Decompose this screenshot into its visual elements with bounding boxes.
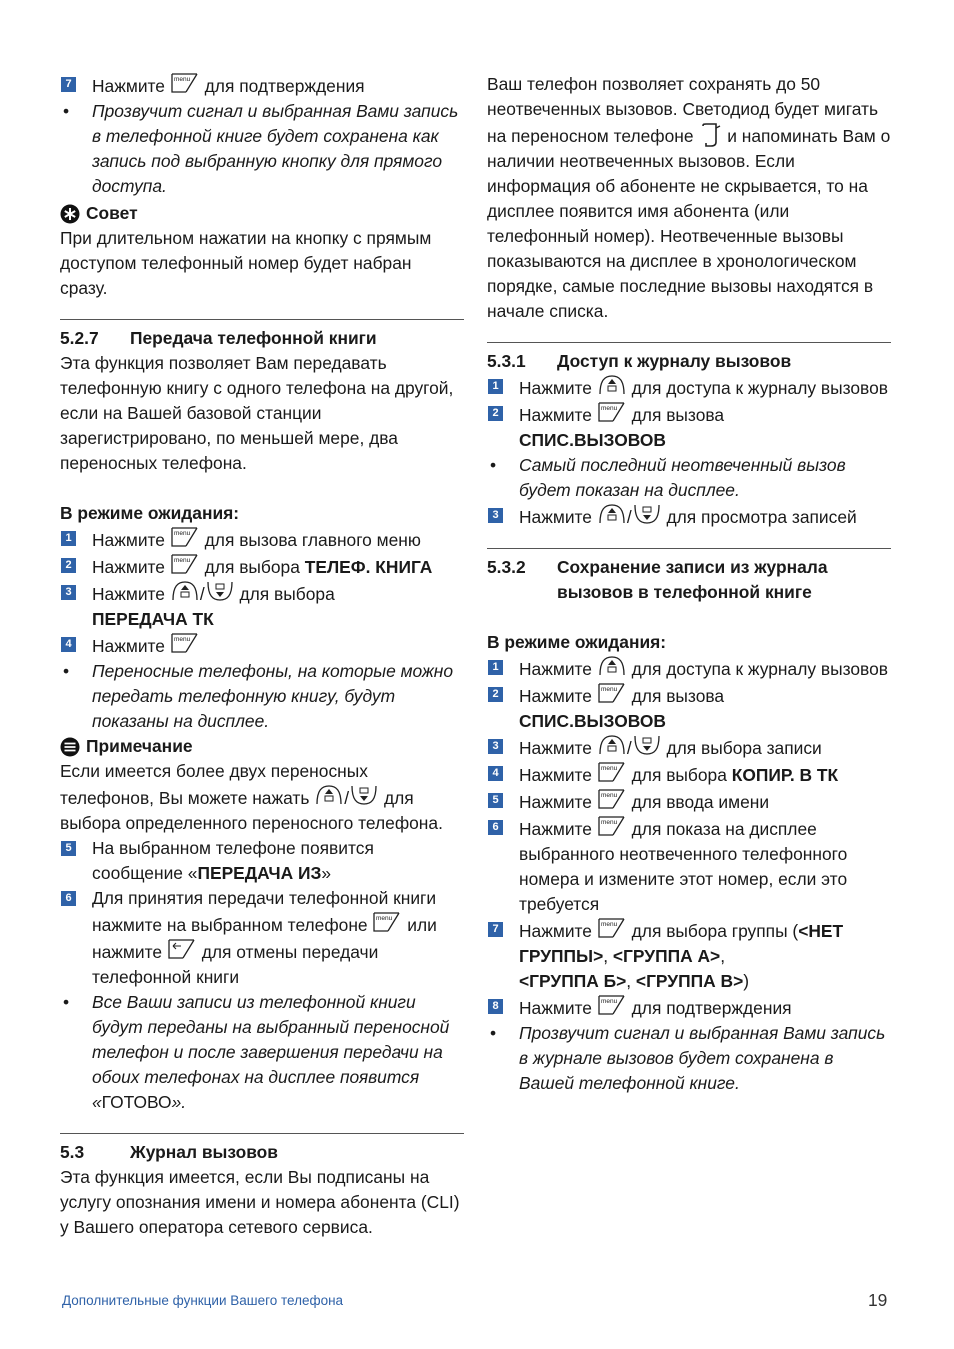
step-text: для выбора: [199, 557, 305, 577]
step-text: Нажмите: [519, 686, 597, 706]
step-number: 4: [488, 766, 503, 781]
step-5: [60, 836, 464, 886]
section-heading-5-3: [60, 1140, 464, 1165]
step-1: [60, 526, 464, 553]
display-message: ГОТОВО: [101, 1092, 172, 1112]
menu-key-icon: [597, 401, 627, 423]
step-number: 8: [488, 999, 503, 1014]
up-nav-key-icon: [597, 503, 627, 525]
step-text: для выбора записи: [661, 738, 822, 758]
step-text: для подтверждения: [199, 76, 365, 96]
bullet-item: • Переносные телефоны, на которые можно передать телефонную книгу, будут показаны на дисплее.: [60, 659, 464, 734]
section-title: Передача телефонной книги: [130, 328, 377, 348]
step-number: 2: [488, 687, 503, 702]
step-3: [60, 580, 464, 632]
step-number: 4: [61, 637, 76, 652]
menu-key-icon: [597, 917, 627, 939]
step-text: для доступа к журналу вызовов: [626, 659, 889, 679]
tip-heading: [60, 201, 464, 226]
step-text: Нажмите: [519, 921, 597, 941]
footer-section-title: Дополнительные функции Вашего телефона: [62, 1293, 344, 1308]
step-2: [487, 401, 891, 453]
bullet-text: ».: [171, 1092, 187, 1112]
step-4: [60, 632, 464, 659]
tip-icon: [60, 204, 80, 224]
separator: /: [626, 507, 632, 527]
step-text: »: [321, 863, 332, 883]
step-text: для доступа к журналу вызовов: [626, 378, 889, 398]
back-key-icon: [167, 938, 197, 960]
step-text: для просмотра записей: [661, 507, 857, 527]
step-3: [487, 734, 891, 761]
menu-option: ТЕЛЕФ. КНИГА: [304, 557, 433, 577]
down-nav-key-icon: [349, 784, 379, 806]
note-text-part: для выбора определенного переносного телефона.: [60, 788, 443, 833]
display-message: ПЕРЕДАЧА ИЗ: [197, 863, 322, 883]
note-text: [60, 759, 452, 836]
step-number: 5: [61, 841, 76, 856]
step-number: 7: [61, 77, 76, 92]
step-number: 2: [61, 558, 76, 573]
step-2: [487, 682, 891, 734]
section-number: 5.2.7: [60, 328, 99, 348]
section-divider: [60, 1133, 464, 1134]
menu-key-icon: [170, 72, 200, 94]
menu-key-icon: [170, 632, 200, 654]
note-icon: [60, 737, 80, 757]
left-column: [60, 72, 464, 1240]
menu-key-icon: [170, 526, 200, 548]
step-number: 7: [488, 922, 503, 937]
group-option: <ГРУППА А>: [612, 946, 721, 966]
section-divider: [60, 319, 464, 320]
step-8: [487, 994, 891, 1021]
down-nav-key-icon: [632, 734, 662, 756]
step-number: 1: [488, 660, 503, 675]
separator: ,: [603, 946, 613, 966]
menu-key-icon: [597, 815, 627, 837]
step-text: ): [743, 971, 750, 991]
step-text: для выбора: [626, 765, 732, 785]
step-number: 6: [61, 891, 76, 906]
step-7: [60, 72, 464, 99]
menu-key-icon: [597, 994, 627, 1016]
step-2: [60, 553, 464, 580]
note-text-part: Если имеется более двух переносных телефонов, Вы можете нажать: [60, 761, 368, 808]
step-text: Нажмите: [519, 378, 597, 398]
step-text: для показа на дисплее выбранного неотвеченного телефонного номера и измените этот номер, если это требуется: [519, 819, 848, 914]
bullet-text: Прозвучит сигнал и выбранная Вами запись в журнале вызовов будет сохранена в Вашей телефонной книге.: [519, 1023, 886, 1093]
paragraph: Эта функция имеется, если Вы подписаны на услугу опознания имени и номера абонента (CLI) у Вашего оператора сетевого сервиса.: [60, 1167, 460, 1237]
step-5: [487, 788, 891, 815]
step-number: 3: [488, 508, 503, 523]
step-text: для вызова главного меню: [199, 530, 421, 550]
group-option: <НЕТ ГРУППЫ>: [519, 921, 844, 966]
separator: /: [344, 788, 350, 808]
section-divider: [487, 548, 891, 549]
up-nav-key-icon: [597, 655, 627, 677]
subheading: В режиме ожидания:: [487, 632, 667, 652]
tip-title: Совет: [86, 203, 138, 223]
bullet-item: • Прозвучит сигнал и выбранная Вами запись в телефонной книге будет сохранена как запись под выбранную кнопку для прямого доступа.: [60, 99, 464, 199]
menu-option: СПИС.ВЫЗОВОВ: [519, 711, 666, 731]
step-6: [60, 886, 464, 990]
step-text: На выбранном телефоне появится сообщение «: [92, 838, 374, 883]
bullet-text: Все Ваши записи из телефонной книги будут переданы на выбранный переносной телефон и после завершения передачи на обоих телефонах на дисплее появится «: [92, 992, 450, 1112]
step-text: Нажмите: [519, 998, 597, 1018]
step-text: Нажмите: [519, 405, 597, 425]
step-text: для выбора: [234, 584, 335, 604]
step-number: 5: [488, 793, 503, 808]
menu-key-icon: [372, 911, 402, 933]
step-4: [487, 761, 891, 788]
step-text: для выбора группы (: [626, 921, 799, 941]
section-heading-5-3-2: [487, 555, 891, 605]
step-text: Нажмите: [92, 584, 170, 604]
step-text: Для принятия передачи телефонной книги нажмите на выбранном телефоне: [92, 888, 437, 935]
bullet-item: • Все Ваши записи из телефонной книги будут переданы на выбранный переносной телефон и после завершения передачи на обоих телефонах на дисплее появится «ГОТОВО».: [63, 992, 450, 1112]
step-text: Нажмите: [92, 76, 170, 96]
led-handset-icon: [698, 122, 722, 148]
section-heading-5-2-7: [60, 326, 464, 351]
group-option: <ГРУППА Б>: [519, 971, 627, 991]
step-text: для вызова: [626, 686, 725, 706]
menu-option: ПЕРЕДАЧА ТК: [92, 609, 214, 629]
step-text: Нажмите: [92, 557, 170, 577]
subheading: В режиме ожидания:: [60, 503, 240, 523]
section-title: Сохранение записи из журнала вызовов в телефонной книге: [557, 557, 828, 602]
menu-option: КОПИР. В ТК: [731, 765, 839, 785]
bullet-text: Переносные телефоны, на которые можно передать телефонную книгу, будут показаны на дисплее.: [92, 661, 454, 731]
step-number: 3: [488, 739, 503, 754]
step-3: [487, 503, 891, 530]
section-number: 5.3: [60, 1142, 85, 1162]
section-number: 5.3.2: [487, 557, 526, 577]
paragraph-part: Ваш телефон позволяет сохранять до 50 неотвеченных вызовов. Светодиод будет мигать на переносном телефоне: [487, 74, 879, 146]
step-7: [487, 917, 891, 994]
step-text: для подтверждения: [626, 998, 792, 1018]
up-nav-key-icon: [170, 580, 200, 602]
step-text: Нажмите: [92, 636, 170, 656]
separator: ,: [626, 971, 636, 991]
up-nav-key-icon: [314, 784, 344, 806]
bullet-text: Прозвучит сигнал и выбранная Вами запись в телефонной книге будет сохранена как запись под выбранную кнопку для прямого доступа.: [92, 101, 459, 196]
step-text: для отмены передачи телефонной книги: [92, 942, 379, 987]
step-number: 1: [61, 531, 76, 546]
section-heading-5-3-1: [487, 349, 891, 374]
paragraph: Эта функция позволяет Вам передавать телефонную книгу с одного телефона на другой, если на Вашей базовой станции зарегистрировано, по меньшей мере, два переносных телефона.: [60, 353, 454, 473]
menu-key-icon: [597, 761, 627, 783]
menu-key-icon: [597, 682, 627, 704]
menu-key-icon: [170, 553, 200, 575]
note-heading: [60, 734, 464, 759]
group-option: <ГРУППА В>: [635, 971, 744, 991]
step-1: [487, 655, 891, 682]
page-number: 19: [868, 1290, 888, 1310]
down-nav-key-icon: [632, 503, 662, 525]
step-text: Нажмите: [519, 819, 597, 839]
step-text: Нажмите: [519, 738, 597, 758]
step-text: Нажмите: [519, 765, 597, 785]
note-title: Примечание: [86, 736, 193, 756]
step-text: Нажмите: [519, 659, 597, 679]
step-text: или нажмите: [92, 915, 437, 962]
step-text: для ввода имени: [626, 792, 770, 812]
paragraph: [487, 72, 891, 324]
step-number: 6: [488, 820, 503, 835]
step-number: 1: [488, 379, 503, 394]
up-nav-key-icon: [597, 374, 627, 396]
paragraph-part: и напоминать Вам о наличии неотвеченных вызовов. Если информация об абоненте не скрывается, то на дисплее появится имя абонента (или телефонный номер). Неотвеченные вызовы показываются на дисплее в хронологическом порядке, самые последние вызовы находятся в начале списка.: [487, 126, 891, 321]
tip-text: При длительном нажатии на кнопку с прямым доступом телефонный номер будет набран сразу.: [60, 228, 432, 298]
step-text: Нажмите: [519, 507, 597, 527]
right-column: [487, 72, 891, 1096]
bullet-item: • Прозвучит сигнал и выбранная Вами запись в журнале вызовов будет сохранена в Вашей телефонной книге.: [487, 1021, 891, 1096]
step-text: Нажмите: [519, 792, 597, 812]
separator: ,: [720, 946, 726, 966]
section-divider: [487, 342, 891, 343]
up-nav-key-icon: [597, 734, 627, 756]
menu-option: СПИС.ВЫЗОВОВ: [519, 430, 666, 450]
separator: /: [199, 584, 205, 604]
down-nav-key-icon: [205, 580, 235, 602]
step-text: для вызова: [626, 405, 725, 425]
step-number: 3: [61, 585, 76, 600]
bullet-text: Самый последний неотвеченный вызов будет показан на дисплее.: [519, 455, 846, 500]
separator: /: [626, 738, 632, 758]
step-text: Нажмите: [92, 530, 170, 550]
step-6: [487, 815, 891, 917]
section-title: Журнал вызовов: [130, 1142, 278, 1162]
menu-key-icon: [597, 788, 627, 810]
section-number: 5.3.1: [487, 351, 526, 371]
step-number: 2: [488, 406, 503, 421]
bullet-item: • Самый последний неотвеченный вызов будет показан на дисплее.: [487, 453, 891, 503]
step-1: [487, 374, 891, 401]
section-title: Доступ к журналу вызовов: [557, 351, 792, 371]
